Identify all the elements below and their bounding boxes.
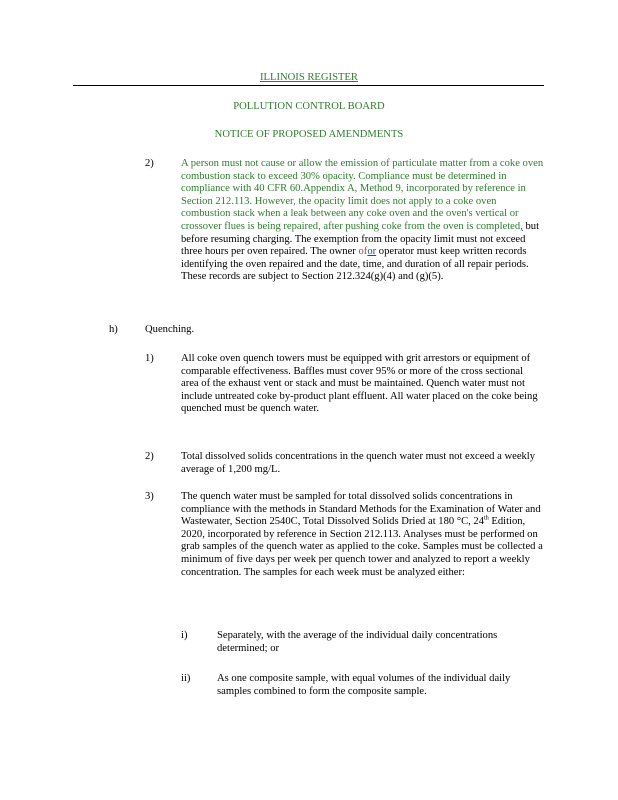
header-rule bbox=[73, 85, 544, 86]
item-h2-paragraph: Total dissolved solids concentrations in the quench water must not exceed a weekly average of 1,200 mg/L. bbox=[181, 451, 536, 475]
item-2-number: 2) bbox=[145, 158, 154, 169]
item-ii-paragraph: As one composite sample, with equal volumes of the individual daily samples combined to form the composite sample. bbox=[217, 673, 511, 697]
item-2-inserted-text: or bbox=[367, 246, 377, 258]
item-ii-number: ii) bbox=[181, 673, 191, 684]
item-h3-superscript: th bbox=[484, 515, 489, 522]
item-2-text-end: operator must keep written records identifying the oven repaired and the date, time, and duration of all repair periods. These records are subject to Section 212.324(g)(4) and (g)(5). bbox=[181, 246, 529, 283]
notice-heading: NOTICE OF PROPOSED AMENDMENTS bbox=[214, 129, 404, 140]
subsection-h-title: Quenching. bbox=[145, 324, 195, 335]
item-h3-text-b: Edition, 2020, incorporated by reference in Section 212.113. Analyses must be performed on grab samples of the quench water as applied to the coke. Samples must be collected a minimum of five days per week per quench tower and analyzed to report a weekly concentration. The samples for each week must be analyzed either: bbox=[181, 516, 543, 578]
item-2-text-after: but before resuming charging. The exemption from the opacity limit must not exceed three hours per oven repaired. The owner bbox=[181, 220, 540, 258]
item-h2-number: 2) bbox=[145, 451, 154, 462]
item-h1-number: 1) bbox=[145, 353, 154, 364]
register-heading: ILLINOIS REGISTER bbox=[260, 72, 358, 83]
item-h3-paragraph bbox=[181, 491, 548, 579]
item-i-paragraph: Separately, with the average of the individual daily concentrations determined; or bbox=[217, 630, 498, 654]
item-2-deleted-text: of bbox=[358, 246, 368, 258]
board-heading: POLLUTION CONTROL BOARD bbox=[233, 101, 385, 112]
item-h1-paragraph: All coke oven quench towers must be equipped with grit arrestors or equipment of comparable effectiveness. Baffles must cover 95% or more of the cross sectional area of the exhaust vent or stack and must be maintained. Quench water must not include untreated coke by-product plant effluent. All water placed on the coke being quenched must be quench water. bbox=[181, 353, 538, 415]
item-2-green-text: A person must not cause or allow the emission of particulate matter from a coke oven combustion stack to exceed 30% opacity. Compliance must be determined in compliance with 40 CFR 60.Appendix A, Method 9, incorporated by reference in Section 212.113. However, the opacity limit does not apply to a coke oven combustion stack when a leak between any coke oven and the oven's vertical or crossover flues is being repaired, after pushing coke from the oven is completed bbox=[181, 158, 544, 232]
item-2-paragraph bbox=[181, 158, 546, 284]
item-h3-text-a: The quench water must be sampled for total dissolved solids concentrations in compliance with the methods in Standard Methods for the Examination of Water and Wastewater, Section 2540C, Total Dissolved Solids Dried at 180 °C, 24 bbox=[181, 491, 541, 528]
item-2-inserted-comma: , bbox=[520, 220, 523, 232]
subsection-h-number: h) bbox=[109, 324, 118, 335]
item-i-number: i) bbox=[181, 630, 188, 641]
item-h3-number: 3) bbox=[145, 491, 154, 502]
